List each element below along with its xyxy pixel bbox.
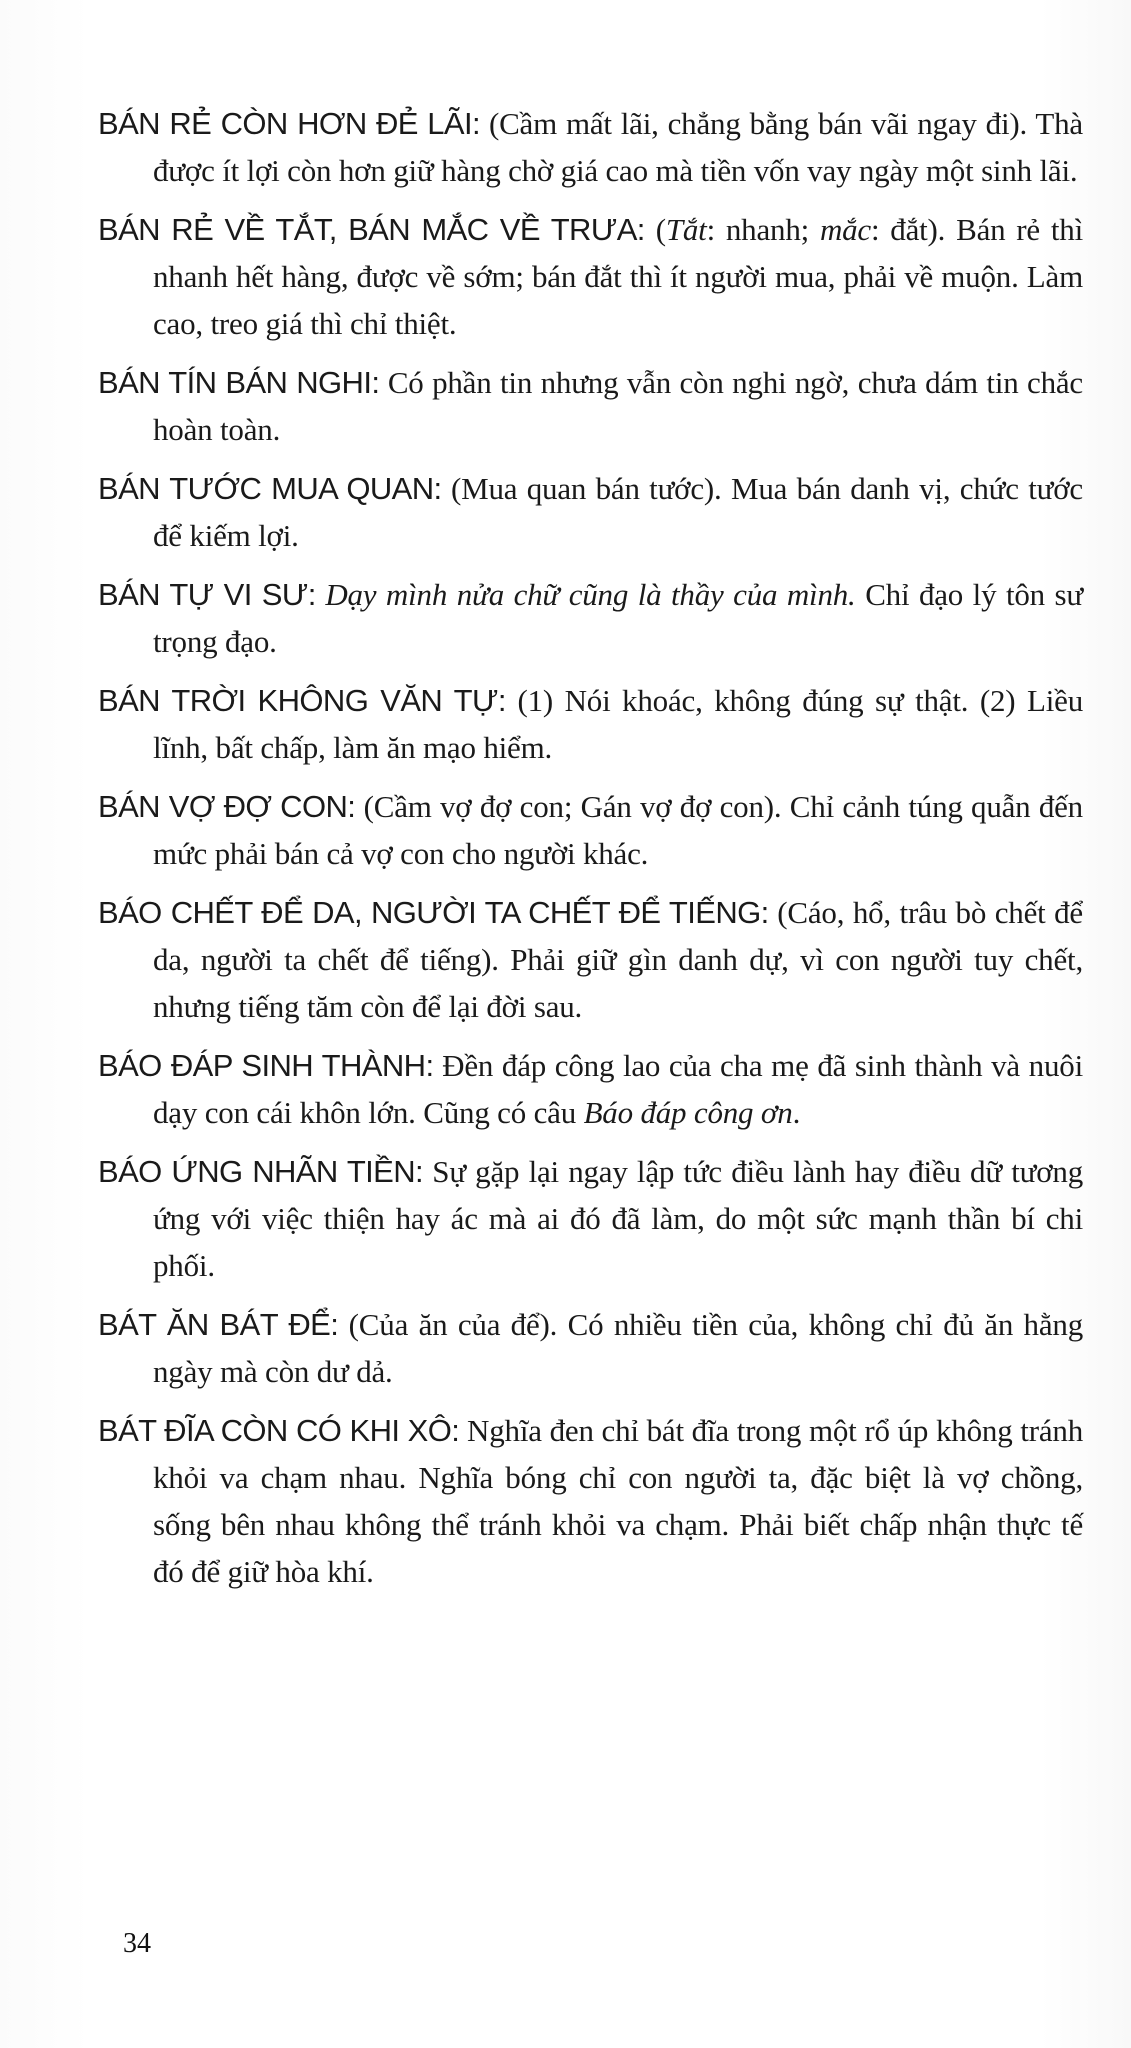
entry-definition: Sự gặp lại ngay lập tức điều lành hay điều dữ tương ứng với việc thiện hay ác mà ai đó đã làm, do một sức mạnh thần bí chi phối. <box>153 1154 1084 1283</box>
entry-term: BÁN VỢ ĐỢ CON: <box>98 789 356 824</box>
page-number: 34 <box>123 1928 151 1959</box>
entry-term: BÁT ĐĨA CÒN CÓ KHI XÔ: <box>98 1413 460 1448</box>
entry-definition <box>316 577 326 612</box>
entry-term: BÁN TỰ VI SƯ: <box>98 577 316 612</box>
dictionary-entry <box>98 1301 1083 1395</box>
entry-definition-italic: Tắt <box>665 212 707 247</box>
entry-definition: (Của ăn của để). Có nhiều tiền của, không chỉ đủ ăn hằng ngày mà còn dư dả. <box>153 1307 1084 1389</box>
dictionary-entry <box>98 571 1083 665</box>
entry-definition-italic: Báo đáp công ơn <box>583 1095 793 1130</box>
entry-definition: (Mua quan bán tước). Mua bán danh vị, chức tước để kiếm lợi. <box>153 471 1083 553</box>
entry-definition: (Cáo, hổ, trâu bò chết để da, người ta chết để tiếng). Phải giữ gìn danh dự, vì con người tuy chết, nhưng tiếng tăm còn để lại đời sau. <box>153 895 1083 1024</box>
dictionary-entry <box>98 206 1083 347</box>
entry-definition: . <box>792 1095 801 1130</box>
entry-term: BÁO ỨNG NHÃN TIỀN: <box>98 1154 424 1189</box>
dictionary-entry <box>98 677 1083 771</box>
dictionary-entry <box>98 1407 1083 1595</box>
dictionary-entry <box>98 1042 1083 1136</box>
entry-term: BÁN RẺ CÒN HƠN ĐẺ LÃI: <box>98 106 481 141</box>
dictionary-entry <box>98 889 1083 1030</box>
entry-definition: : nhanh; <box>706 212 820 247</box>
entry-term: BÁN TRỜI KHÔNG VĂN TỰ: <box>98 683 506 718</box>
entry-term: BÁN TƯỚC MUA QUAN: <box>98 471 442 506</box>
entry-definition-italic: mắc <box>819 212 871 247</box>
entry-term: BÁN TÍN BÁN NGHI: <box>98 365 380 400</box>
entry-definition: : đắt). Bán rẻ thì nhanh hết hàng, được về sớm; bán đắt thì ít người mua, phải về muộn. Làm cao, treo giá thì chỉ thiệt. <box>153 212 1083 341</box>
dictionary-entry <box>98 465 1083 559</box>
entry-definition: (Cầm vợ đợ con; Gán vợ đợ con). Chỉ cảnh túng quẫn đến mức phải bán cả vợ con cho người khác. <box>153 789 1083 871</box>
dictionary-entry <box>98 359 1083 453</box>
entry-definition: Đền đáp công lao của cha mẹ đã sinh thành và nuôi dạy con cái khôn lớn. Cũng có câu <box>153 1048 1083 1130</box>
entry-term: BÁT ĂN BÁT ĐỂ: <box>98 1307 339 1342</box>
dictionary-entry <box>98 100 1083 194</box>
entry-term: BÁN RẺ VỀ TẮT, BÁN MẮC VỀ TRƯA: <box>98 212 645 247</box>
entry-definition: Nghĩa đen chỉ bát đĩa trong một rổ úp không tránh khỏi va chạm nhau. Nghĩa bóng chỉ con người ta, đặc biệt là vợ chồng, sống bên nhau không thể tránh khỏi va chạm. Phải biết chấp nhận thực tế đó để giữ hòa khí. <box>153 1413 1083 1589</box>
dictionary-entry <box>98 783 1083 877</box>
entry-definition: (1) Nói khoác, không đúng sự thật. (2) Liều lĩnh, bất chấp, làm ăn mạo hiểm. <box>153 683 1083 765</box>
dictionary-entries <box>98 100 1083 1607</box>
entry-definition-italic: Dạy mình nửa chữ cũng là thầy của mình. <box>325 577 856 612</box>
entry-definition: ( <box>644 212 666 247</box>
entry-definition: (Cầm mất lãi, chẳng bằng bán vãi ngay đi). Thà được ít lợi còn hơn giữ hàng chờ giá cao mà tiền vốn vay ngày một sinh lãi. <box>153 106 1083 188</box>
entry-term: BÁO ĐÁP SINH THÀNH: <box>98 1048 434 1083</box>
dictionary-entry <box>98 1148 1083 1289</box>
entry-definition: Chỉ đạo lý tôn sư trọng đạo. <box>153 577 1083 659</box>
entry-definition: Có phần tin nhưng vẫn còn nghi ngờ, chưa dám tin chắc hoàn toàn. <box>153 365 1083 447</box>
entry-term: BÁO CHẾT ĐỂ DA, NGƯỜI TA CHẾT ĐỂ TIẾNG: <box>98 895 769 930</box>
